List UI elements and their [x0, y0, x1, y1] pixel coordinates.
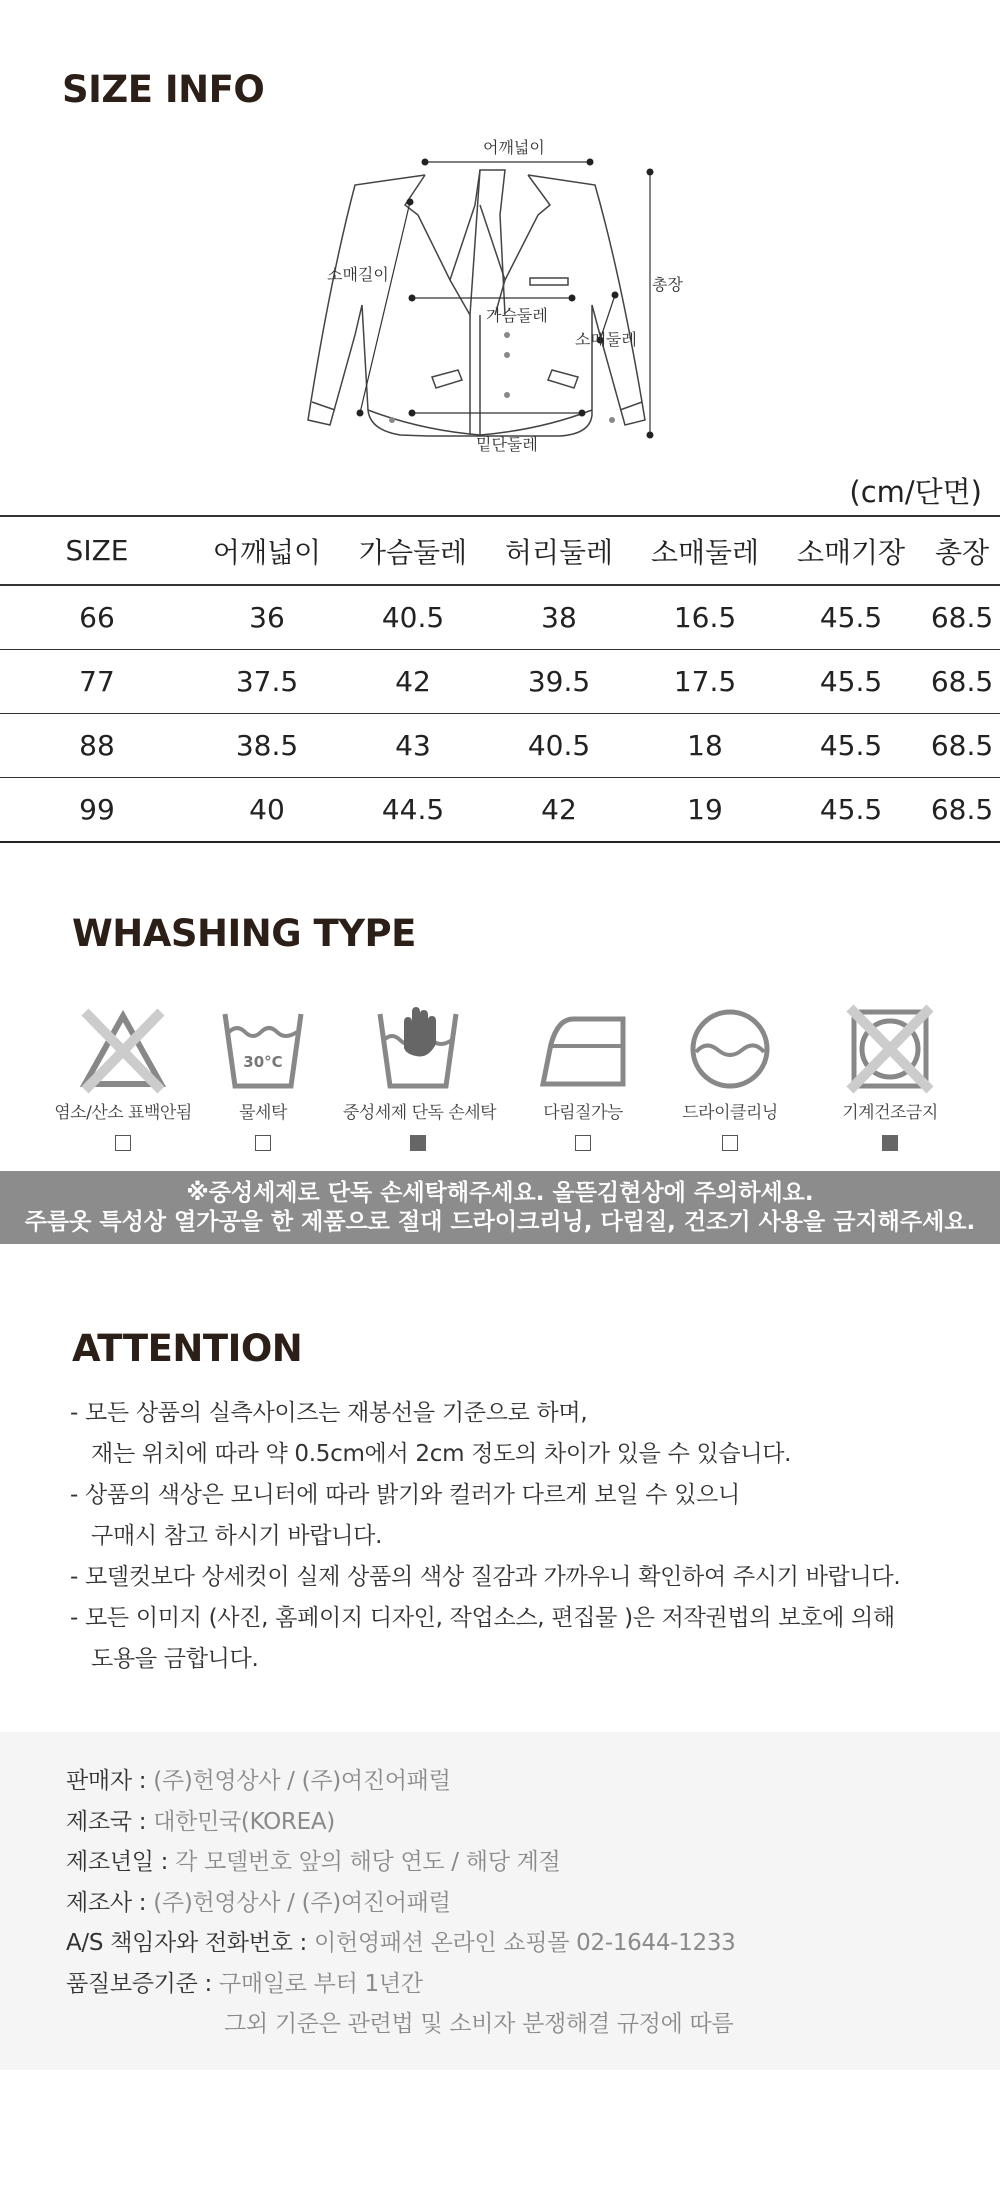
washing-notice-banner: [0, 1171, 1000, 1244]
table-row: [0, 714, 1000, 778]
table-cell: 39.5: [486, 650, 632, 714]
dry-clean-icon: [680, 1004, 780, 1094]
col-header-shoulder: 어깨넓이: [194, 516, 340, 585]
attention-line: 재는 위치에 따라 약 0.5cm에서 2cm 정도의 차이가 있을 수 있습니다.: [70, 1441, 792, 1467]
table-cell: 40.5: [340, 585, 486, 650]
wash-item-no-tumble-dry: [815, 1004, 965, 1151]
table-cell: 45.5: [778, 778, 924, 843]
table-cell: 37.5: [194, 650, 340, 714]
wash-label: 드라이클리닝: [682, 1103, 778, 1123]
info-value: 구매일로 부터 1년간: [218, 1971, 423, 1997]
info-row-as: [66, 1928, 736, 1958]
table-cell: 42: [340, 650, 486, 714]
attention-line: - 상품의 색상은 모니터에 따라 밝기와 컬러가 다르게 보일 수 있으니: [70, 1482, 740, 1508]
info-row-warranty-2: [224, 2009, 733, 2039]
info-row-seller: [66, 1766, 451, 1796]
info-label: 제조국 :: [66, 1809, 154, 1835]
no-tumble-dry-icon: [840, 1004, 940, 1094]
wash-label: 중성세제 단독 손세탁: [343, 1103, 497, 1123]
table-cell: 68.5: [924, 778, 1000, 843]
table-cell: 38.5: [194, 714, 340, 778]
attention-title: ATTENTION: [72, 1327, 303, 1370]
col-header-sleeve-width: 소매둘레: [632, 516, 778, 585]
table-cell: 45.5: [778, 585, 924, 650]
attention-line: - 모델컷보다 상세컷이 실제 상품의 색상 질감과 가까우니 확인하여 주시기 바랍니다.: [70, 1564, 901, 1590]
col-header-waist: 허리둘레: [486, 516, 632, 585]
table-cell: 17.5: [632, 650, 778, 714]
table-cell: 40: [194, 778, 340, 843]
no-bleach-icon: [73, 1004, 173, 1094]
wash-item-dry-clean: [655, 1004, 805, 1151]
size-unit: (cm/단면): [849, 475, 982, 509]
table-cell: 45.5: [778, 714, 924, 778]
table-cell: 68.5: [924, 650, 1000, 714]
diagram-label-chest: 가슴둘레: [486, 306, 548, 325]
table-cell: 42: [486, 778, 632, 843]
info-value: 그외 기준은 관련법 및 소비자 분쟁해결 규정에 따름: [224, 2011, 734, 2037]
diagram-label-total-length: 총장: [652, 275, 683, 294]
wash-checkbox: [115, 1135, 131, 1151]
wash-checkbox: [255, 1135, 271, 1151]
info-value: (주)헌영상사 / (주)여진어패럴: [153, 1890, 451, 1916]
table-cell: 99: [0, 778, 194, 843]
attention-line: 도용을 금합니다.: [70, 1646, 259, 1672]
water-wash-icon: [213, 1004, 313, 1094]
wash-item-iron: [508, 1004, 658, 1151]
wash-label: 기계건조금지: [842, 1103, 938, 1123]
info-label: 품질보증기준 :: [66, 1971, 219, 1997]
wash-checkbox-checked: [410, 1135, 426, 1151]
diagram-label-hem: 밑단둘레: [476, 435, 538, 454]
table-cell: 36: [194, 585, 340, 650]
info-row-maker: [66, 1888, 451, 1918]
table-cell: 38: [486, 585, 632, 650]
attention-line: - 모든 이미지 (사진, 홈페이지 디자인, 작업소스, 편집물 )은 저작권법의 보호에 의해: [70, 1605, 895, 1631]
table-row: [0, 778, 1000, 843]
washing-notice-line2: 주름옷 특성상 열가공을 한 제품으로 절대 드라이크리닝, 다림질, 건조기 사용을 금지해주세요.: [24, 1209, 976, 1235]
wash-checkbox: [575, 1135, 591, 1151]
svg-text:30°C: 30°C: [243, 1053, 283, 1071]
attention-list: [70, 1393, 970, 1680]
table-cell: 43: [340, 714, 486, 778]
diagram-label-shoulder: 어깨넓이: [483, 138, 545, 157]
wash-label: 다림질가능: [543, 1103, 623, 1123]
jacket-diagram: [300, 130, 700, 460]
hand-wash-icon: [368, 1004, 468, 1094]
table-cell: 68.5: [924, 585, 1000, 650]
table-cell: 18: [632, 714, 778, 778]
table-cell: 68.5: [924, 714, 1000, 778]
table-cell: 88: [0, 714, 194, 778]
iron-icon: [533, 1004, 633, 1094]
info-label: A/S 책임자와 전화번호 :: [66, 1930, 315, 1956]
info-value: (주)헌영상사 / (주)여진어패럴: [153, 1768, 451, 1794]
wash-item-no-bleach: [48, 1004, 198, 1151]
table-cell: 77: [0, 650, 194, 714]
col-header-size: SIZE: [0, 516, 194, 585]
table-cell: 66: [0, 585, 194, 650]
table-cell: 40.5: [486, 714, 632, 778]
info-label: 제조사 :: [66, 1890, 154, 1916]
size-info-title: SIZE INFO: [62, 68, 265, 111]
attention-line: 구매시 참고 하시기 바랍니다.: [70, 1523, 383, 1549]
info-row-warranty: [66, 1969, 423, 1999]
wash-item-water-wash: [188, 1004, 338, 1151]
size-table-header: [0, 516, 1000, 585]
info-row-date: [66, 1847, 560, 1877]
info-label: 제조년일 :: [66, 1849, 176, 1875]
wash-checkbox-checked: [882, 1135, 898, 1151]
info-value: 각 모델번호 앞의 해당 연도 / 해당 계절: [175, 1849, 561, 1875]
col-header-chest: 가슴둘레: [340, 516, 486, 585]
size-table: [0, 515, 1000, 843]
table-cell: 45.5: [778, 650, 924, 714]
attention-line: - 모든 상품의 실측사이즈는 재봉선을 기준으로 하며,: [70, 1400, 588, 1426]
washing-title: WHASHING TYPE: [72, 912, 416, 955]
wash-label: 염소/산소 표백안됨: [54, 1103, 192, 1123]
table-cell: 44.5: [340, 778, 486, 843]
info-value: 대한민국(KOREA): [153, 1809, 335, 1835]
table-cell: 16.5: [632, 585, 778, 650]
diagram-label-sleeve-length: 소매길이: [327, 265, 389, 284]
col-header-sleeve-length: 소매기장: [778, 516, 924, 585]
table-row: [0, 650, 1000, 714]
info-label: 판매자 :: [66, 1768, 154, 1794]
table-cell: 19: [632, 778, 778, 843]
product-info-box: [0, 1732, 1000, 2070]
col-header-total-length: 총장: [924, 516, 1000, 585]
diagram-label-sleeve-width: 소매둘레: [575, 330, 637, 349]
wash-item-hand-wash: [343, 1004, 497, 1151]
table-row: [0, 585, 1000, 650]
info-row-country: [66, 1807, 335, 1837]
info-value: 이헌영패션 온라인 쇼핑몰 02-1644-1233: [314, 1930, 736, 1956]
wash-checkbox: [722, 1135, 738, 1151]
wash-label: 물세탁: [239, 1103, 287, 1123]
washing-notice-line1: ※중성세제로 단독 손세탁해주세요. 올뜯김현상에 주의하세요.: [186, 1180, 814, 1206]
